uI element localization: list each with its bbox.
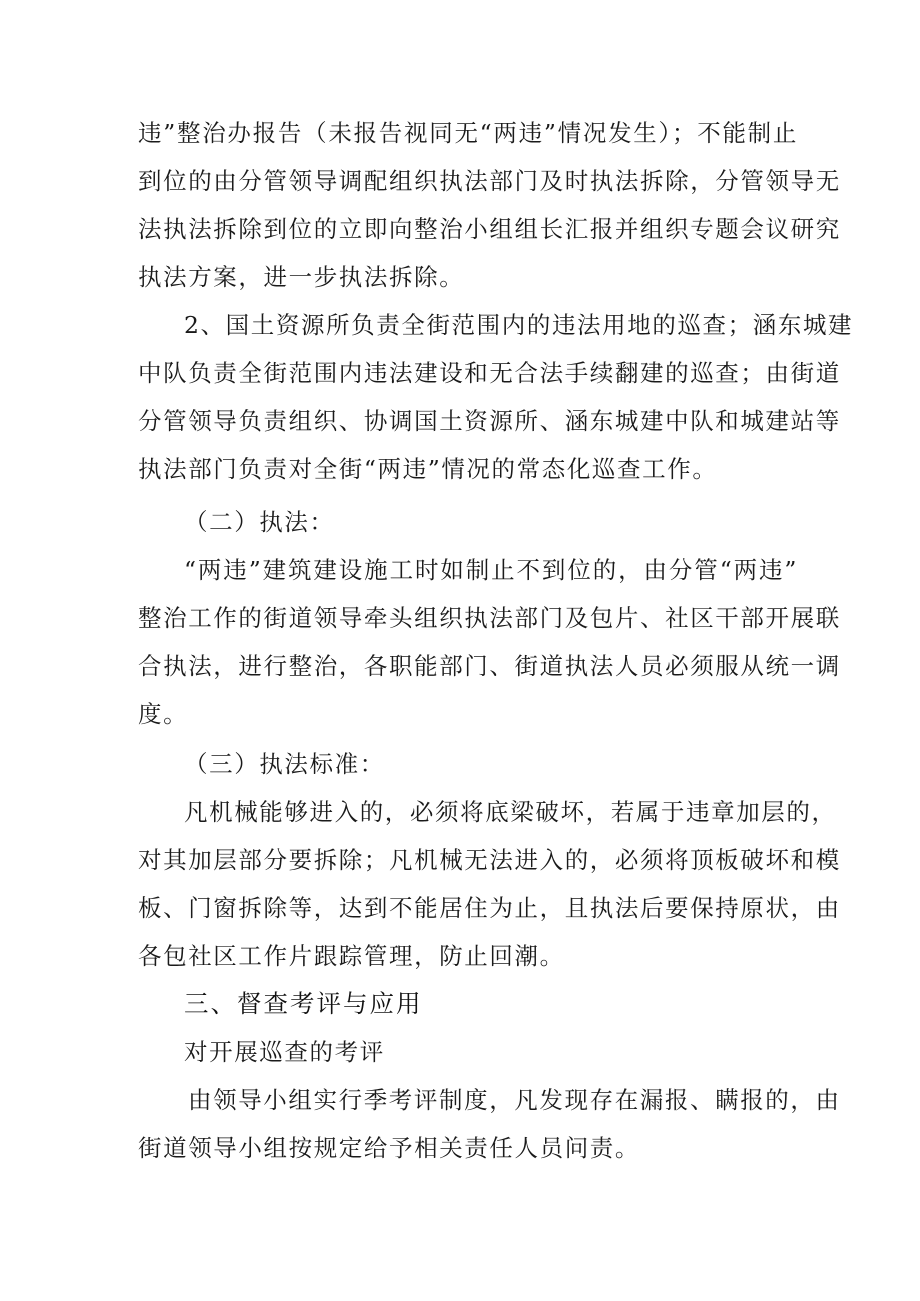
para5-line-2: 街道领导小组按规定给予相关责任人员问责。 [138, 1134, 640, 1162]
para4-line-3: 板、门窗拆除等，达到不能居住为止，且执法后要保持原状，由 [138, 894, 841, 922]
para3-line-3: 合执法，进行整治，各职能部门、街道执法人员必须服从统一调 [138, 652, 841, 680]
section-3-subtitle: 对开展巡查的考评 [184, 1038, 385, 1066]
para3-line-2: 整治工作的街道领导牵头组织执法部门及包片、社区干部开展联 [138, 604, 841, 632]
para1-line-4: 执法方案，进一步执法拆除。 [138, 263, 465, 291]
para3-line-1: “两违”建筑建设施工时如制止不到位的，由分管“两违” [184, 556, 798, 584]
para2-line-4: 执法部门负责对全街“两违”情况的常态化巡查工作。 [138, 455, 718, 483]
para3-line-4: 度。 [138, 700, 189, 728]
para4-line-1: 凡机械能够进入的，必须将底梁破坏，若属于违章加层的， [184, 798, 837, 826]
para2-line-1: 2、国土资源所负责全街范围内的违法用地的巡查；涵东城建 [184, 311, 854, 339]
section-3-heading: 三、督查考评与应用 [184, 989, 423, 1018]
para4-line-4: 各包社区工作片跟踪管理，防止回潮。 [138, 942, 565, 970]
subsection-3-title: （三）执法标准： [184, 750, 385, 778]
para2-line-3: 分管领导负责组织、协调国土资源所、涵东城建中队和城建站等 [138, 407, 841, 435]
para4-line-2: 对其加层部分要拆除；凡机械无法进入的，必须将顶板破坏和模 [138, 846, 841, 874]
para2-line-2: 中队负责全街范围内违法建设和无合法手续翻建的巡查；由街道 [138, 359, 841, 387]
para1-line-1: 违”整治办报告（未报告视同无“两违”情况发生）；不能制止 [138, 119, 798, 147]
para1-line-2: 到位的由分管领导调配组织执法部门及时执法拆除，分管领导无 [138, 167, 841, 195]
para5-line-1: 由领导小组实行季考评制度，凡发现存在漏报、瞒报的，由 [188, 1086, 841, 1114]
para1-line-3: 法执法拆除到位的立即向整治小组组长汇报并组织专题会议研究 [138, 215, 841, 243]
subsection-2-title: （二）执法： [184, 508, 335, 536]
